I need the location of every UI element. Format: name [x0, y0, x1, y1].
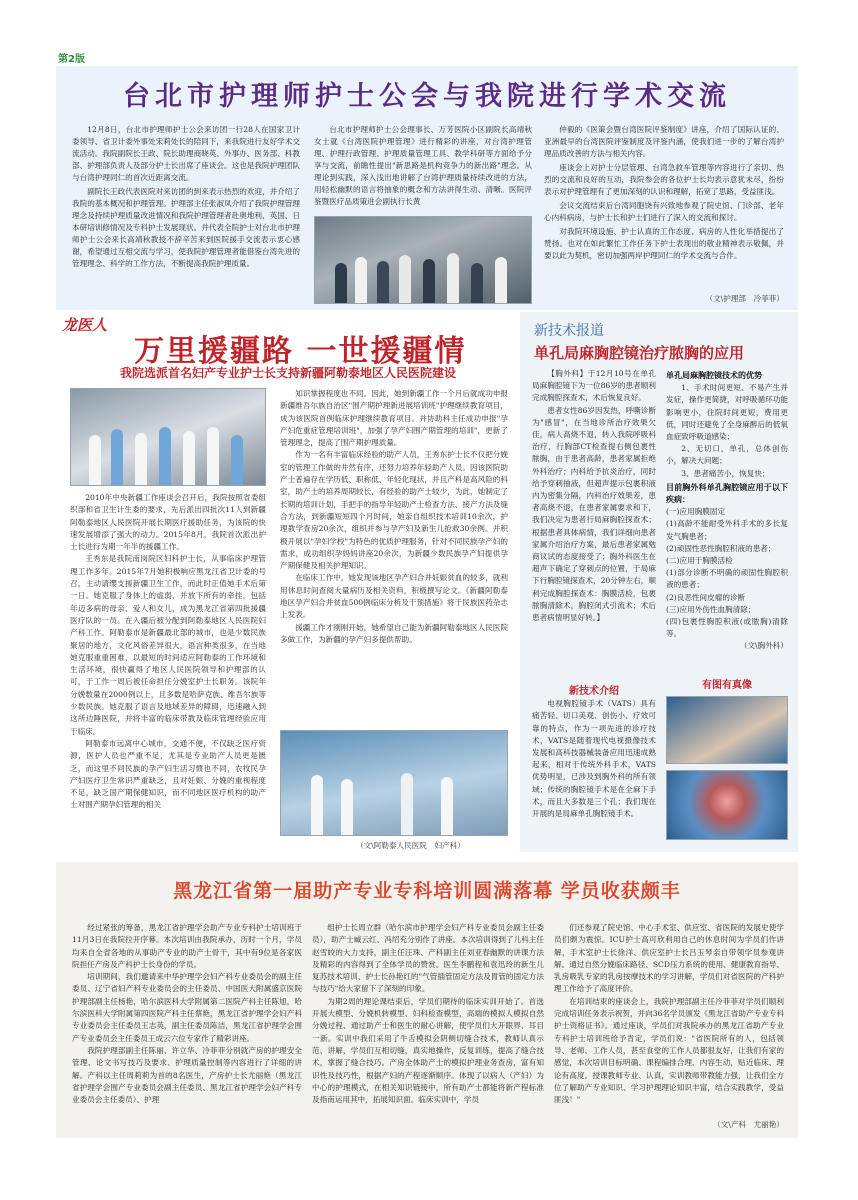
surgery-photo [666, 696, 788, 764]
photo-heading: 有图有真像 [702, 680, 752, 691]
paragraph: 【胸外科】于12月10号在单孔局麻胸腔镜下为一位86岁的患者顺利完成胸腔探查术，术后恢复良好。 [532, 369, 656, 403]
paragraph: 1、手术时间更短、不易产生并发症，操作更简捷，对呼吸循环功能影响更小，住院时间更短，费用更低，同时还避免了全身麻醉后的低氧血症致呼吸道感染； [666, 383, 788, 442]
article-column-1 [72, 922, 302, 1106]
article-column-2 [666, 368, 788, 653]
disease-list: (一)应用胸膜固定 (1)高龄不能耐受外科手术的多长复发气胸患者； (2)顽固性恶性胸腔积液的患者； (二)应用于胸膜活检 (1)部分诊断不明确的顽固性胸腔积液的患者； (2)良恶性间皮瘤的诊断 (三)应用外伤性血胸清除； (四)包裹性胸腔积液(或脓胸)清除等。 [666, 507, 788, 639]
column-label: 新技术报道 [534, 323, 604, 339]
paragraph: 为期2周的理论课结束后，学员们期待的临床实训开始了。首选开展大模型、分娩机转模型、妇科检查模型，高端的模拟人模拟自然分娩过程、通过助产士和医生的耐心讲解，使学员们大开眼界、耳目一新。实训中我们采用了牛舌模拟会阴侧切缝合技术，教师认真示范、讲解，学员们互相切缝，真实地操作，反复训练，提高了缝合技术，掌握了缝合技巧。产房全体助产士的模拟护理业务查房，富有知识性及技巧性，根据产妇的产程逐渐顺序。体现了以病人（产妇）为中心的护理模式，在相关知识链接中，所有助产士都能将新产程标准及指南运用其中，拓展知识面。临床实训中，学员 [312, 996, 544, 1105]
article-column-3 [554, 922, 784, 1106]
paragraph: 台北市护理师护士公会理事长、万芳医院小区副院长高靖秋女士就《台湾医院护理管理》进行精彩的讲座，对台湾护理管理、护理行政管理、护理质量管理工具、教学科研等方面给予分享与交流，前瞻性提出"新思路是机构竞争力的新出路"理念。从理论到实践，深入浅出地讲解了台湾护理质量持续改进的方法，用轻松幽默的语言将抽象的概念和方法讲得生动、清晰。医院评鉴暨医疗品质策进会副执行长黄 [314, 125, 532, 206]
team-photo [70, 388, 266, 486]
section-heading: 目前胸外科单孔胸腔镜应用于以下疾病： [666, 481, 788, 505]
article-title: 台北市护理师护士公会与我院进行学术交流 [123, 81, 731, 112]
paragraph: 患者女性86岁因发热，呼嘶诊断为"感冒"，在当地诊所治疗效果欠佳，病人高烧不退，转入我院呼吸科治疗，行胸部CT检查提右侧包裹性脓胸，由于患者高龄，患者家属拒绝外科治疗；内科给予抗炎治疗，同时给予穿刺抽液，但超声提示包裹积液内为密集分隔，内科治疗效果差，患者高烧不退，在患者家属要求和下，我们决定为患者行局麻胸腔探查术；根据患者具体病情，我们详细向患者家属介绍治疗方案，最后患者家属勉商议试的态度接受了；胸外科医生在超声下确定了穿刺点的位置，于局麻下行胸腔镜探查术，20分钟左右，顺利完成胸腔探查术：胸膜活检，包裹脓胸清除术，胸腔闭式引流术；术后患者病情明显好转。】 [532, 405, 656, 623]
paragraph: 对我院环境设施、护士认真的工作态度、病房的人性化举措提出了赞扬。也对在如此繁忙工作任务下护士表现出的敬业精神表示敬佩，并要以此为契机，密切加强两岸护理同仁的学术交流与合作。 [544, 227, 784, 260]
paragraph: 在培训结束的座谈会上，我院护理部副主任冷菲菲对学员们顺利完成培训任务表示祝贺，并向36名学员颁发《黑龙江省助产专业专科护士资格证书》。通过座谈，学员们对我院承办的黑龙江省助产专业专科护士培训班给予肯定，学员们说："省医院所有的人，包括领导、老师、工作人员，甚至食堂的工作人员都很友好，让我们有家的感觉，本次培训目标明确、课程编排合理、内容生动，贴近临床、理论有高度。授课教师专业、认真，实训教师带教能力强，让我们全方位了解助产专业知识、学习护理理论知识丰富，结合实践教学，受益匪浅！" [554, 996, 784, 1105]
byline: （文\护理部 冷菲菲） [705, 294, 784, 303]
paragraph: 知识掌握程度也不同。因此，她到新疆工作一个月后就成功申报新疆维吾尔族自治区"围产期护理新进展培训班"护理继续教育项目，成为该医院首例临床护理继续教育项目。并协助科主任成功申报"孕产妇危重症管理培训班"，加强了孕产妇围产期管理的培训"，更新了管理理念，提高了围产期护理质量。 [280, 389, 508, 448]
article-title: 万里援疆路 一世援疆情 [134, 334, 467, 369]
section-heading: 单孔局麻胸腔镜技术的优势 [666, 370, 762, 380]
paragraph: 在临床工作中，她发现该地区孕产妇合并妊娠贫血的较多，就利用休息时间查阅大量病历及相关资料，积极撰写论文。《新疆阿勒泰地区孕产妇合并贫血500例临床分析及干预措施》将于民族医药杂志上发表。 [280, 573, 508, 620]
paragraph: 作为一名有丰富临床经验的助产人员，王秀东护士长不仅把分娩室的管理工作做的井然有序，还努力培养年轻助产人员。因该医院助产士普遍存在学历低、职称低、年轻化现状，并且产科是高风险的科室，助产士的培养周期较长，有经验的助产士较少，为此，她制定了长期的培训计划，手把手的指导年轻助产士检查方法、接产方法及缝合方法，到新疆短短四个月时间，她亲自组织技术培训10余次，护理教学查房20余次，组织并参与孕产妇及新生儿抢救30余例。并积极开展以"孕妇学校"为特色的优质护理服务，针对不同民族孕产妇的需求，成功组织孕妈妈讲座20余次，为新疆少数民族孕产妇提供孕产期保健及相关护理知识。 [280, 450, 508, 571]
paragraph: 援疆工作才刚刚开始，她希望自己能为新疆阿勒泰地区人民医院多做工作，为新疆的孕产妇多提供帮助。 [280, 622, 508, 644]
paragraph: 2010年中央新疆工作座谈会召开后，我院按照省委组织部和省卫生计生委的要求，先后派出四批次11人到新疆阿勒泰地区人民医院开展长期医疗援助任务，为该院的快速发展增添了强大的动力。2015年8月，我院首次派出护士长进行为期一年半的援疆工作。 [70, 493, 266, 552]
ward-photo [280, 730, 508, 836]
paragraph: 们还参观了院史馆、中心手术室、供应室、省医院的发展史使学员们颇为震惊。ICU护士高可欣利用自己的休息时间为学员们作讲解，手术室护士长徐洋、供应室护士长吕玉琴亲自带领学员参观讲解。通过自然分娩临床路径、SCD压力系统的使用、健康教育指导、乳房吸乳专家的乳房按摩技术的学习讲解，学员们对省医院的产科护理工作给予了高度评价。 [554, 923, 784, 994]
article-column-1 [70, 492, 266, 812]
article-column-1 [72, 124, 300, 272]
article-column-2 [314, 124, 532, 210]
photo-block [666, 680, 788, 840]
article-column-3 [544, 124, 784, 264]
article-column-2 [312, 922, 544, 1106]
column-label: 龙医人 [62, 316, 108, 334]
paragraph: 副院长王政代表医院对来访团的到来表示热烈的欢迎，并介绍了我院的基本概况和护理管理。护理部主任张淑凤介绍了我院护理管理理念及持续护理质量改进情况和我院护理管理者赴奥地利、英国、日本研培训修情况及专科护士发展现状。并代表全院护士对台北市护理师护士公会来长高靖秋教授不辞辛苦来到医院援手交流表示衷心感谢，希望通过互相交流与学习，使我院护理管理者能借鉴台湾先进的管理理念、科学的工作方法，不断提高我院护理质量。 [72, 187, 300, 268]
paragraph: 仲毅的《医策会暨台湾医院评鉴制度》讲座，介绍了国际认证的、亚洲最早的台湾医院评鉴制度及评鉴内涵，使我们进一步的了解台湾护理品质改善的方法与相关内容。 [544, 125, 784, 158]
meeting-photo [314, 216, 532, 304]
article-column-1 [532, 368, 656, 624]
intro-block [532, 686, 656, 820]
edition-label: 第2版 [58, 54, 85, 65]
article-title: 黑龙江省第一届助产专业专科培训圆满落幕 学员收获颇丰 [173, 880, 681, 902]
paragraph: 座谈会上对护士分层管理、台湾急救车管理等内容进行了亲切、热烈的交流和良好的互动，我院参会的各位护士长均表示意犹未尽，纷纷表示对护理管理有了更加深刻的认识和理解，拓宽了思路，受益匪浅。 [544, 163, 784, 196]
article-subtitle: 我院选派首名妇产专业护士长支持新疆阿勒泰地区人民医院建设 [120, 366, 457, 380]
wound-photo [666, 770, 788, 840]
paragraph: 会议交流结束后台湾同胞饶有兴致地参观了院史馆、门诊部、老年心内科病房，与护士长和护士们进行了深入的交流和探讨。 [544, 201, 784, 222]
article-title: 单孔局麻胸腔镜治疗脓胸的应用 [534, 344, 745, 362]
intro-heading: 新技术介绍 [569, 686, 619, 697]
byline: （文\胸外科） [739, 641, 788, 651]
byline: （文\产科 尤丽艳） [713, 1120, 784, 1129]
paragraph: 12月8日，台北市护理师护士公会来访团一行28人在国家卫计委领导、省卫计委外事处宋莉处长的陪同下，来我院进行友好学术交流活动。我院副院长王政、院长助理商晓英、外事办、医务部、科教部、护理部负责人及部分护士长出席了座谈会。这也是我院护理团队与台湾护理同仁的首次近距离交流。 [72, 125, 300, 182]
paragraph: 我院护理部副主任陈丽、许立华、冷菲菲分别就产房的护理安全管理、论文书写技巧及要求、护理质量控制等内容进行了详细的讲解。产科以主任周莉莉为首的8名医生，产房护士长尤丽艳（黑龙江省护理学会围产专业委员会副主任委员、黑龙江省护理学会妇产科专业委员会主任委员）、护理 [72, 1045, 302, 1105]
paragraph: 培训期间，我们邀请来中华护理学会妇产科专业委员会的副主任委员、辽宁省妇产科专业委员会的主任委员、中国医大附属盛京医院护理部副主任杨艳，哈尔滨医科大学附属第二医院产科主任陈旭，哈尔滨医科大学附属第四医院产科主任蔡艳，黑龙江省护理学会妇产科专业委员会主任委员王志英，副主任委员陈洁，黑龙江省护理学会围产专业委员会主任委员王成云六位专家作了精彩讲座。 [72, 972, 302, 1043]
paragraph: 电视胸腔镜手术（VATS）具有痛苦轻、切口美观、创伤小、疗效可靠的特点，作为一项先进的诊疗技术，VATS是随着现代电视摄像技术发展和高科技器械装备应用迅速成熟起来，相对于传统外科手术，VATS优势明显，已涉及到胸外科的所有领域；传统的胸腔镜手术是在全麻下手术，而且大多数是三个孔；我们现在开展的是局麻单孔胸腔镜手术。 [532, 699, 656, 819]
paragraph: 组护士长周立群（哈尔滨市护理学会妇产科专业委员会副主任委员），助产士臧云红、冯绍充分别作了讲座。本次培训得到了儿科主任赵雪皎的大力支持，副主任汪珠、产科副主任刘亚春幽默的讲课方法及精彩的内容得到了全体学员的赞赏。医生李鹏程和袁迅玲的新生儿复苏技术培训、护士长孙艳红的"气管插管固定方法及胃管的固定方法与技巧"给大家留下了深刻的印象。 [312, 923, 544, 994]
paragraph: 2、无切口，单孔，总体创伤小，解决大问题； [666, 444, 788, 466]
paragraph: 王秀东是我院南岗院区妇科护士长，从事临床护理管理工作多年。2015年7月她积极响应黑龙江省卫计委的号召，主动请缨支援新疆卫生工作，而此时正值她手术后第一日。她克服了身体上的虚弱，并放下所有的牵挂，包括年迈多病的母亲、爱人和女儿，成为黑龙江省第四批援疆医疗队的一员。在入疆后被分配到阿勒泰地区人民医院妇产科工作。阿勒泰市是新疆最北部的城市，也是少数民族聚居的地方，文化风俗差异很大，语言种类很多，在当地她克服重重困难，以最短的时间适应阿勒泰的工作环境和生活环境，很快赢得了地区人民医院领导和护理部的认可，于工作一周后被任命担任分娩室护士长职务。该院年分娩数量在2000例以上，且多数是哈萨克族、维吾尔族等少数民族。她克服了语言及地域差异的障碍，迅速融入到这所边陲医院，并将丰富的临床带教及临床管理经验应用于临床。 [70, 554, 266, 736]
article-thoracoscopy [520, 312, 798, 852]
paragraph: 3、患者痛苦小，恢复快； [681, 468, 770, 478]
article-midwife-training [56, 862, 798, 1138]
article-column-2 [280, 388, 508, 646]
paragraph: 经过紧张的筹备，黑龙江省护理学会助产专业专科护士培训班于11月3日在我院拉开序幕。本次培训由我院承办，历时一个月，学员均来自全省各地的从事助产专业的助产士骨干，其中有9位是各家医院担任产房及产科护士长身份的学员。 [72, 923, 302, 969]
byline: （文\阿勒泰人民医院 妇产科） [356, 841, 465, 850]
article-taipei-exchange [56, 66, 798, 310]
paragraph: 阿勒泰市远离中心城市，交通不便，不仅缺乏医疗资源，医护人员也严重不足，尤其是专业助产人员更是匮乏，而这里不同民族的孕产妇生活习惯也不同，农牧民孕产妇医疗卫生常识严重缺乏，且对妊娠、分娩的重视程度不足，缺乏国产期保健知识，而不同地区医疗机构的助产士对围产期孕妇管理的相关 [70, 738, 266, 810]
article-xinjiang-aid [56, 312, 518, 852]
